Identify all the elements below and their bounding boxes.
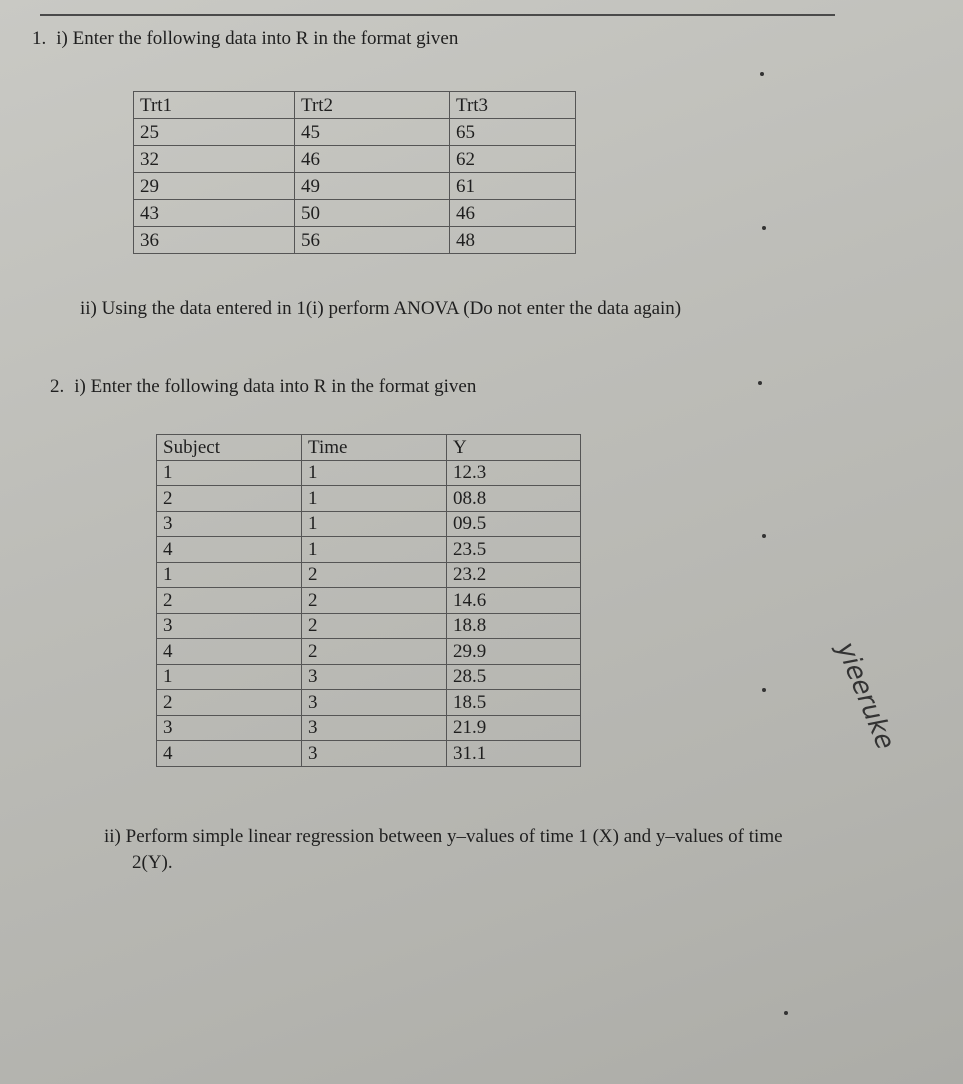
q2-part-ii-line1: ii) Perform simple linear regression between y–values of time 1 (X) and y–values of time bbox=[104, 826, 783, 847]
table-cell: 2 bbox=[302, 588, 447, 614]
table-cell: 62 bbox=[450, 146, 576, 173]
table-row bbox=[157, 741, 581, 767]
table-row bbox=[157, 537, 581, 563]
margin-dot bbox=[784, 1011, 788, 1015]
table-cell: 48 bbox=[450, 227, 576, 254]
table-cell: 32 bbox=[134, 146, 295, 173]
q2-part-i-text: i) Enter the following data into R in the format given bbox=[74, 376, 477, 397]
table-cell: 12.3 bbox=[447, 460, 581, 486]
table-row bbox=[157, 715, 581, 741]
table-cell: 46 bbox=[450, 200, 576, 227]
table-cell: 2 bbox=[302, 562, 447, 588]
table-cell: 61 bbox=[450, 173, 576, 200]
q2-data-table bbox=[156, 434, 581, 767]
table-cell: 45 bbox=[295, 119, 450, 146]
margin-dot bbox=[760, 72, 764, 76]
q1-number: 1. bbox=[32, 28, 47, 49]
margin-dot bbox=[758, 381, 762, 385]
table-cell: 3 bbox=[302, 664, 447, 690]
table-cell: 31.1 bbox=[447, 741, 581, 767]
table-cell: 1 bbox=[302, 511, 447, 537]
table-row bbox=[157, 639, 581, 665]
table-cell: 18.5 bbox=[447, 690, 581, 716]
q1-data-table bbox=[133, 91, 576, 254]
margin-dot bbox=[762, 226, 766, 230]
table-row bbox=[157, 588, 581, 614]
table-row bbox=[134, 227, 576, 254]
table-cell: 3 bbox=[157, 715, 302, 741]
table-cell: 1 bbox=[157, 460, 302, 486]
table-cell: 2 bbox=[157, 690, 302, 716]
q1-part-ii-text: ii) Using the data entered in 1(i) perform ANOVA (Do not enter the data again) bbox=[80, 298, 682, 319]
top-rule bbox=[40, 14, 835, 16]
table-row bbox=[157, 460, 581, 486]
handwritten-signature: yieeruke bbox=[830, 638, 901, 754]
q2-part-i-heading bbox=[50, 376, 476, 398]
table-cell: 49 bbox=[295, 173, 450, 200]
table-cell: 2 bbox=[157, 588, 302, 614]
table-cell: 2 bbox=[302, 639, 447, 665]
table-cell: 2 bbox=[157, 486, 302, 512]
table-cell: 2 bbox=[302, 613, 447, 639]
table-cell: 21.9 bbox=[447, 715, 581, 741]
column-header: Y bbox=[447, 435, 581, 461]
table-cell: 3 bbox=[302, 690, 447, 716]
table-row bbox=[157, 613, 581, 639]
table-cell: 29.9 bbox=[447, 639, 581, 665]
q1-part-i-text: i) Enter the following data into R in the format given bbox=[56, 28, 459, 49]
table-row bbox=[157, 664, 581, 690]
table-cell: 56 bbox=[295, 227, 450, 254]
table-header-row bbox=[157, 435, 581, 461]
table-row bbox=[134, 146, 576, 173]
table-header-row bbox=[134, 92, 576, 119]
table-row bbox=[134, 119, 576, 146]
table-cell: 08.8 bbox=[447, 486, 581, 512]
column-header: Time bbox=[302, 435, 447, 461]
q1-part-i-heading bbox=[32, 28, 458, 50]
q2-part-ii-line2: 2(Y). bbox=[132, 852, 173, 873]
table-cell: 4 bbox=[157, 537, 302, 563]
table-row bbox=[157, 562, 581, 588]
table-row bbox=[157, 690, 581, 716]
q2-number: 2. bbox=[50, 376, 65, 397]
table-cell: 46 bbox=[295, 146, 450, 173]
table-row bbox=[134, 173, 576, 200]
column-header: Trt1 bbox=[134, 92, 295, 119]
table-cell: 1 bbox=[302, 486, 447, 512]
table-cell: 25 bbox=[134, 119, 295, 146]
table-cell: 4 bbox=[157, 639, 302, 665]
table-cell: 36 bbox=[134, 227, 295, 254]
table-cell: 3 bbox=[157, 613, 302, 639]
table-cell: 28.5 bbox=[447, 664, 581, 690]
column-header: Trt3 bbox=[450, 92, 576, 119]
table-cell: 14.6 bbox=[447, 588, 581, 614]
table-cell: 1 bbox=[302, 460, 447, 486]
table-cell: 23.5 bbox=[447, 537, 581, 563]
table-row bbox=[157, 486, 581, 512]
table-cell: 1 bbox=[157, 664, 302, 690]
table-cell: 23.2 bbox=[447, 562, 581, 588]
table-cell: 1 bbox=[157, 562, 302, 588]
table-cell: 3 bbox=[302, 715, 447, 741]
table-cell: 1 bbox=[302, 537, 447, 563]
table-cell: 3 bbox=[157, 511, 302, 537]
table-cell: 3 bbox=[302, 741, 447, 767]
column-header: Subject bbox=[157, 435, 302, 461]
table-cell: 50 bbox=[295, 200, 450, 227]
column-header: Trt2 bbox=[295, 92, 450, 119]
table-cell: 65 bbox=[450, 119, 576, 146]
table-cell: 09.5 bbox=[447, 511, 581, 537]
table-row bbox=[134, 200, 576, 227]
margin-dot bbox=[762, 688, 766, 692]
table-cell: 4 bbox=[157, 741, 302, 767]
table-cell: 18.8 bbox=[447, 613, 581, 639]
margin-dot bbox=[762, 534, 766, 538]
table-cell: 29 bbox=[134, 173, 295, 200]
table-cell: 43 bbox=[134, 200, 295, 227]
table-row bbox=[157, 511, 581, 537]
